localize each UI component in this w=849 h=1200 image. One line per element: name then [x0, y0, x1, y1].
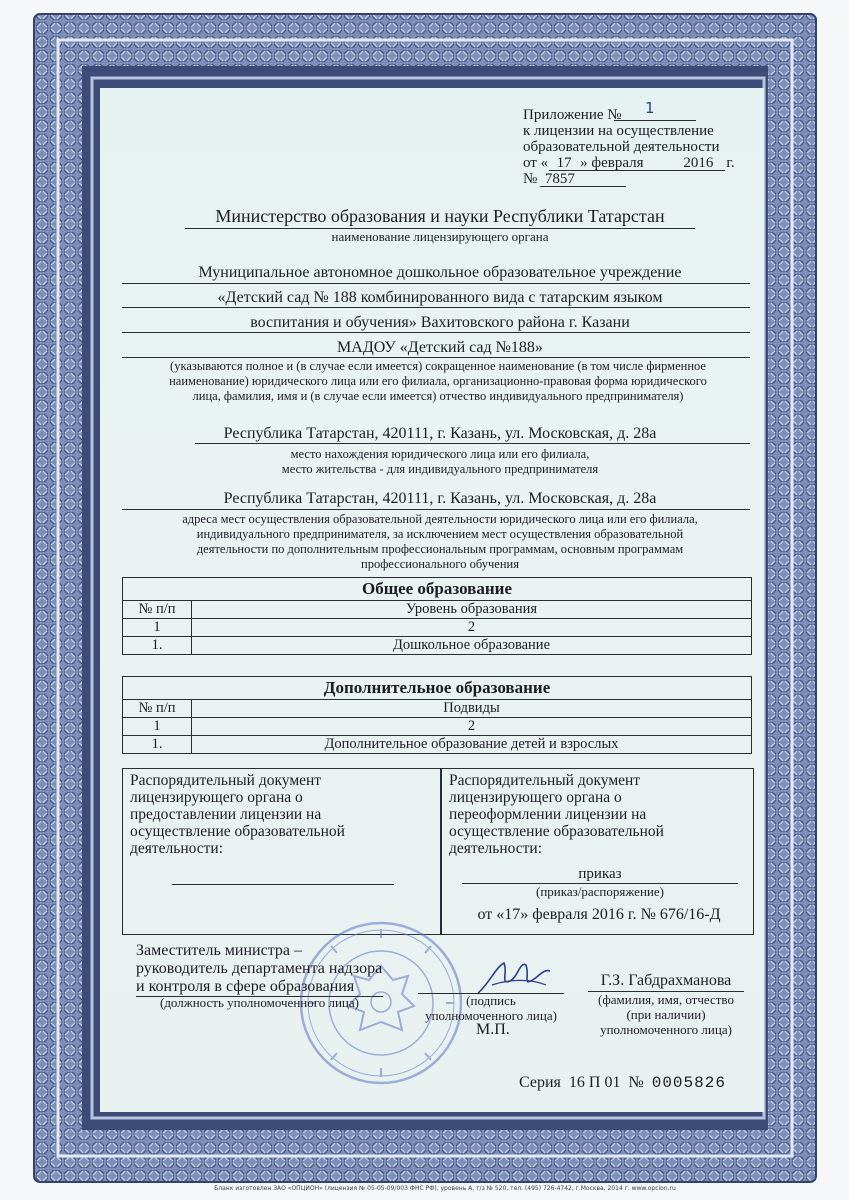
position-caption: (должность уполномоченного лица): [159, 995, 359, 1010]
license-number-underline: [540, 186, 626, 187]
additional-num-1: 1: [123, 718, 192, 736]
additional-education-title: Дополнительное образование: [123, 677, 752, 700]
table-row: [123, 736, 752, 754]
activity-underline: [122, 509, 750, 510]
additional-row-value: Дополнительное образование детей и взрослых: [192, 736, 752, 754]
location-address: Республика Татарстан, 420111, г. Казань, ул. Московская, д. 28а: [223, 425, 657, 442]
location-caption-1: место нахождения юридического лица или его филиала,: [290, 447, 590, 461]
general-education-table: [122, 577, 752, 655]
general-row-value: Дошкольное образование: [192, 637, 752, 655]
annex-label: Приложение №: [523, 107, 622, 123]
grant-document-blank: [172, 884, 394, 885]
org-line3-underline: [122, 332, 750, 333]
org-line1-underline: [122, 283, 750, 284]
annex-number-underline: [614, 120, 696, 121]
signatory-position: Заместитель министра – руководитель департамента надзора и контроля в сфере образования: [136, 942, 383, 995]
grant-document-text: Распорядительный документ лицензирующего органа о предоставлении лицензии на осуществление образовательной деятельности:: [130, 772, 345, 857]
serial-number: Серия 16 П 01 № 0005826: [519, 1074, 726, 1092]
authority-name: Министерство образования и науки Республики Татарстан: [215, 206, 665, 226]
org-caption-2: наименование) юридического лица или его филиала, организационно-правовая форма юридического: [169, 374, 707, 388]
org-short-underline: [122, 357, 750, 358]
general-col-level: Уровень образования: [192, 601, 752, 619]
authority-caption: наименование лицензирующего органа: [331, 229, 549, 244]
additional-num-2: 2: [192, 718, 752, 736]
additional-row-no: 1.: [123, 736, 192, 754]
additional-col-num: № п/п: [123, 700, 192, 718]
location-underline: [195, 443, 750, 444]
additional-education-table: [122, 676, 752, 754]
general-num-1: 1: [123, 619, 192, 637]
org-line2: «Детский сад № 188 комбинированного вида с татарским языком: [217, 289, 663, 306]
activity-address: Республика Татарстан, 420111, г. Казань, ул. Московская, д. 28а: [223, 490, 657, 507]
activity-caption-1: адреса мест осуществления образовательной деятельности юридического лица или его филиала,: [182, 512, 698, 526]
annex-line2: к лицензии на осуществление: [523, 123, 714, 139]
seal-place-mark: М.П.: [476, 1021, 510, 1038]
order-type: приказ: [578, 866, 622, 882]
location-caption-2: место жительства - для индивидуального предпринимателя: [281, 462, 599, 476]
table-row: [123, 637, 752, 655]
annex-license-number: № 7857: [523, 171, 575, 187]
annex-date-underline: [549, 170, 725, 171]
org-line2-underline: [122, 307, 750, 308]
reissue-document-text: Распорядительный документ лицензирующего органа о переоформлении лицензии на осуществление образовательной деятельности:: [449, 772, 664, 857]
printer-note: Бланк изготовлен ЗАО «ОПЦИОН» (лицензия № 05-05-09/003 ФНС РФ), уровень А, т/з № 520, тел. (495) 726-4742, г.Москва, 2014 г. www.opcion.ru: [214, 1185, 676, 1192]
org-short-name: МАДОУ «Детский сад №188»: [337, 339, 543, 356]
annex-number: 1: [645, 99, 655, 117]
org-caption-3: лица, фамилия, имя и (в случае если имеется) отчество индивидуального предпринимателя): [192, 389, 684, 403]
org-line3: воспитания и обучения» Вахитовского района г. Казани: [250, 314, 630, 331]
order-caption: (приказ/распоряжение): [536, 884, 664, 899]
signatory-name: Г.З. Габдрахманова: [600, 972, 732, 989]
org-line1: Муниципальное автономное дошкольное образовательное учреждение: [198, 264, 682, 281]
additional-col-subtypes: Подвиды: [192, 700, 752, 718]
general-col-num: № п/п: [123, 601, 192, 619]
activity-caption-2: индивидуального предпринимателя, за исключением мест осуществления образовательной: [196, 527, 684, 541]
general-num-2: 2: [192, 619, 752, 637]
activity-caption-4: профессионального обучения: [361, 557, 519, 571]
general-row-no: 1.: [123, 637, 192, 655]
org-caption-1: (указываются полное и (в случае если имеется) сокращенное наименование (в том числе фирменное: [170, 359, 706, 373]
order-reference: от «17» февраля 2016 г. № 676/16-Д: [477, 906, 721, 923]
general-education-title: Общее образование: [123, 578, 752, 601]
signature-caption: (подпись уполномоченного лица): [425, 993, 557, 1023]
annex-date: от « 17 » февраля 2016 г.: [523, 155, 735, 171]
name-caption: (фамилия, имя, отчество (при наличии) уполномоченного лица): [598, 992, 734, 1037]
annex-line3: образовательной деятельности: [523, 139, 720, 155]
activity-caption-3: деятельности по дополнительным профессиональным программам, основным программам: [196, 542, 684, 556]
